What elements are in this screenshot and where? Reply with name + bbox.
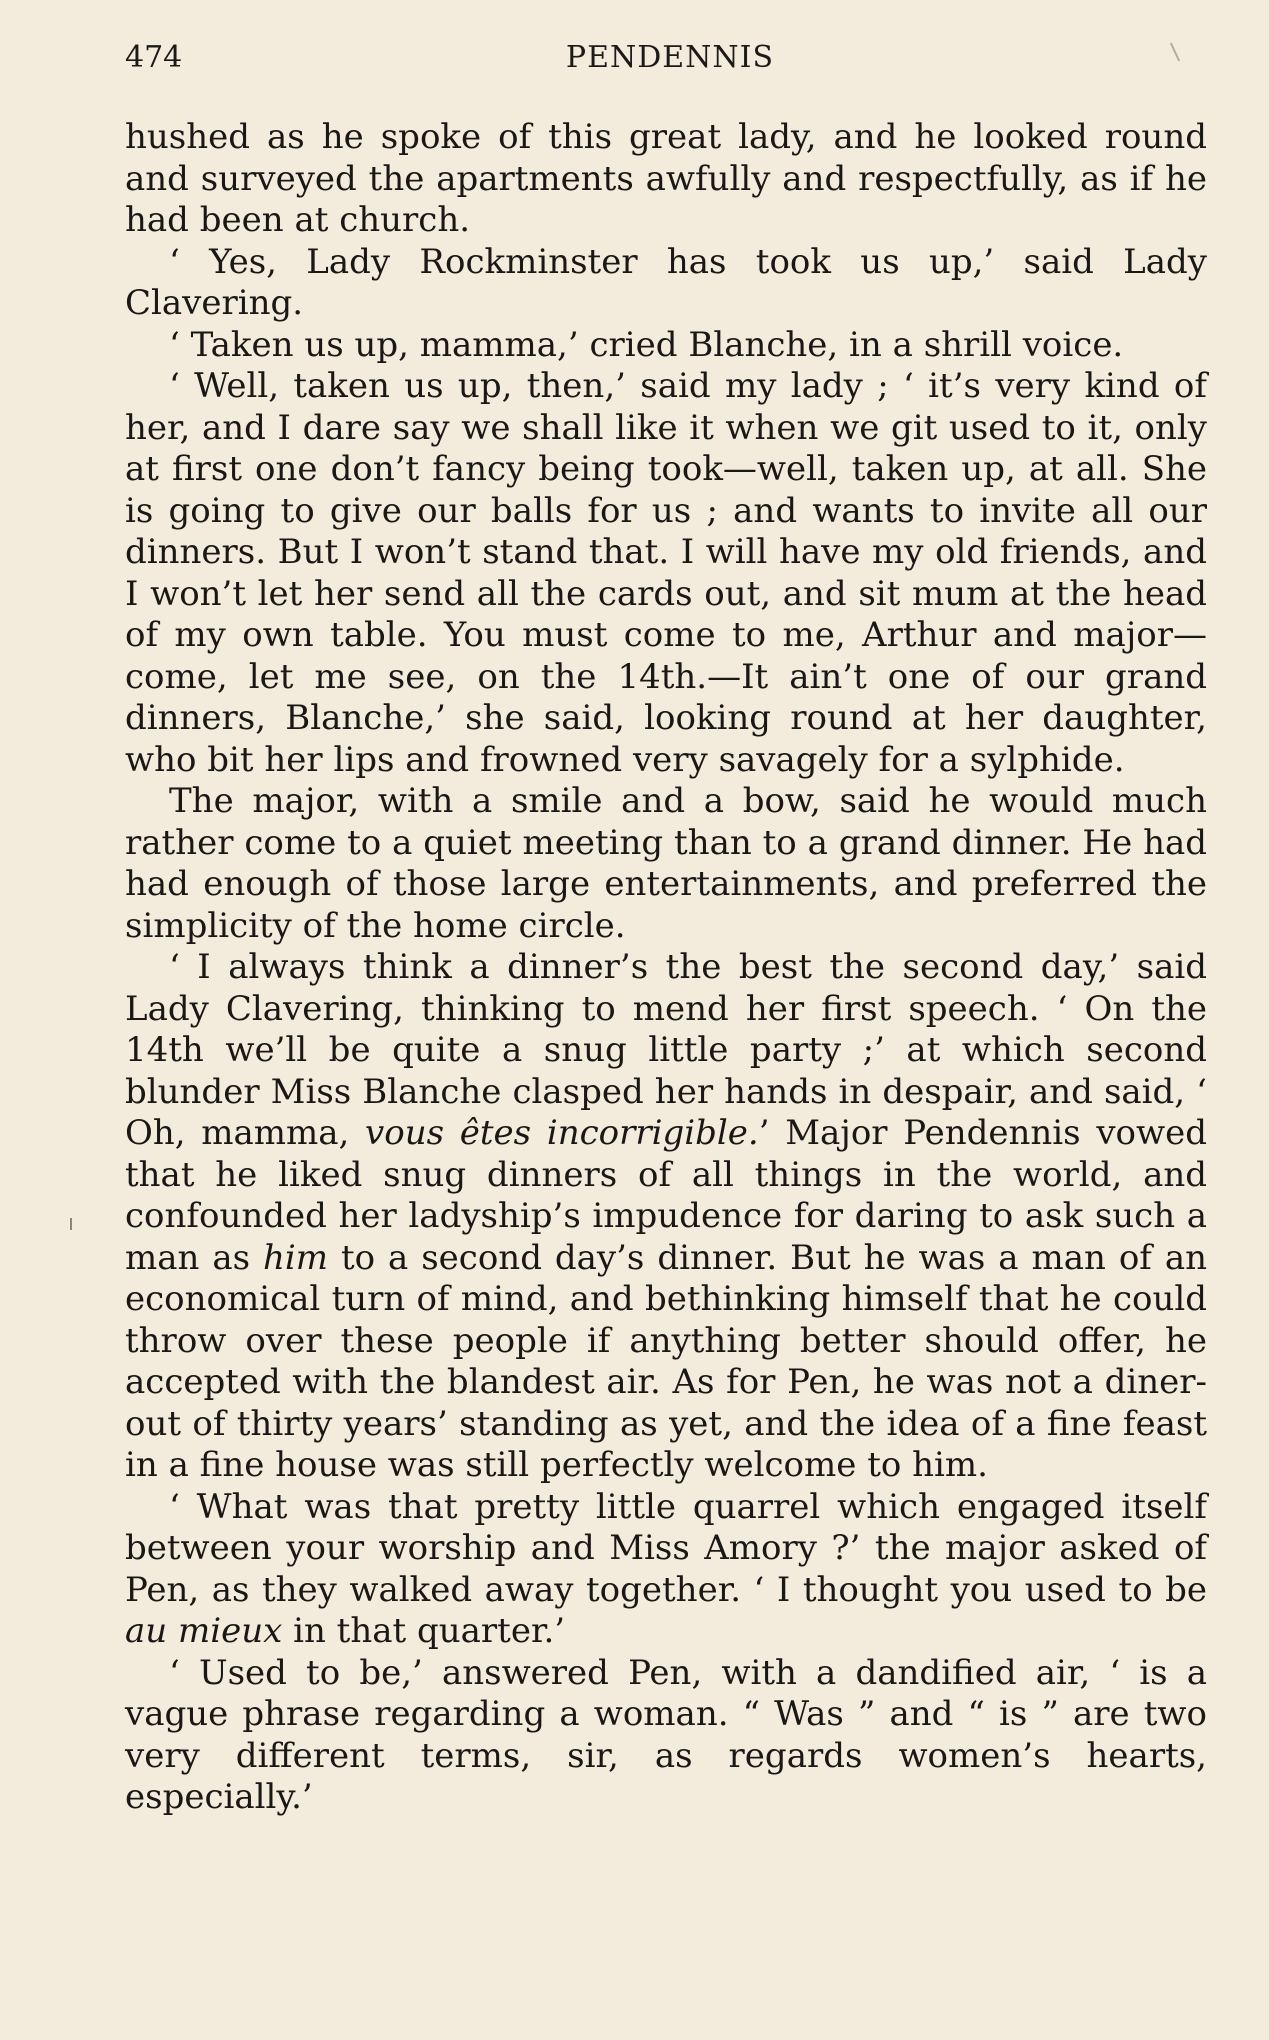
running-title: PENDENNIS bbox=[565, 40, 775, 75]
page-number: 474 bbox=[125, 40, 183, 75]
paragraph-text: The major, with a smile and a bow, said he would much rather come to a quiet meeting than to a grand dinner. He had had enough of those large entertainments, and preferred the simplicity of the home circle. bbox=[125, 781, 1207, 946]
paragraph-text: ‘ I always think a dinner’s the best the second day,’ said Lady Clavering, thinking to mend her first speech. ‘ On the 14th we’ll be quite a snug little party ;’ at which second blunder Miss Blanche clasped her hands in despair, and said, ‘ Oh, mamma, bbox=[125, 947, 1207, 1153]
paragraph bbox=[125, 1487, 1207, 1653]
italic-text: vous êtes incorrigible. bbox=[365, 1113, 759, 1153]
paragraph-text: ‘ What was that pretty little quarrel which engaged itself between your worship and Miss Amory ?’ the major asked of Pen, as they walked away together. ‘ I thought you used to be bbox=[125, 1486, 1207, 1610]
paragraph-text: ‘ Used to be,’ answered Pen, with a dandified air, ‘ is a vague phrase regarding a woman. “ Was ” and “ is ” are two very different terms, sir, as regards women’s hearts, especially.’ bbox=[125, 1652, 1207, 1817]
paragraph-text: ’ Major Pendennis vowed that he liked snug dinners of all things in the world, and confounded her ladyship’s impudence for daring to ask such a man as bbox=[125, 1113, 1207, 1278]
paragraph bbox=[125, 325, 1207, 367]
body-text bbox=[125, 117, 1207, 1819]
paragraph-text: ‘ Well, taken us up, then,’ said my lady ; ‘ it’s very kind of her, and I dare say we shall like it when we git used to it, only at first one don’t fancy being took—well, taken up, at all. She is going to give our balls for us ; and wants to invite all our dinners. But I won’t stand that. I will have my old friends, and I won’t let her send all the cards out, and sit mum at the head of my own table. You must come to me, Arthur and major—come, let me see, on the 14th.—It ain’t one of our grand dinners, Blanche,’ she said, looking round at her daughter, who bit her lips and frowned very savagely for a sylphide. bbox=[125, 366, 1207, 780]
paragraph bbox=[125, 366, 1207, 781]
italic-text: au mieux bbox=[125, 1611, 283, 1651]
paragraph bbox=[125, 947, 1207, 1487]
margin-mark bbox=[70, 1218, 72, 1230]
paragraph bbox=[125, 1653, 1207, 1819]
paragraph bbox=[125, 781, 1207, 947]
paragraph bbox=[125, 117, 1207, 242]
paragraph-text: ‘ Yes, Lady Rockminster has took us up,’ said Lady Clavering. bbox=[125, 241, 1207, 323]
paragraph-text: to a second day’s dinner. But he was a man of an economical turn of mind, and bethinking himself that he could throw over these people if anything better should offer, he accepted with the blandest air. As for Pen, he was not a diner-out of thirty years’ standing as yet, and the idea of a fine feast in a fine house was still perfectly welcome to him. bbox=[125, 1237, 1207, 1485]
paragraph-text: hushed as he spoke of this great lady, and he looked round and surveyed the apartments awfully and respectfully, as if he had been at church. bbox=[125, 117, 1207, 240]
paragraph bbox=[125, 242, 1207, 325]
italic-text: him bbox=[263, 1237, 329, 1278]
page-header bbox=[125, 40, 1215, 86]
paragraph-text: ‘ Taken us up, mamma,’ cried Blanche, in a shrill voice. bbox=[169, 324, 1124, 365]
paragraph-text: in that quarter.’ bbox=[282, 1611, 566, 1651]
